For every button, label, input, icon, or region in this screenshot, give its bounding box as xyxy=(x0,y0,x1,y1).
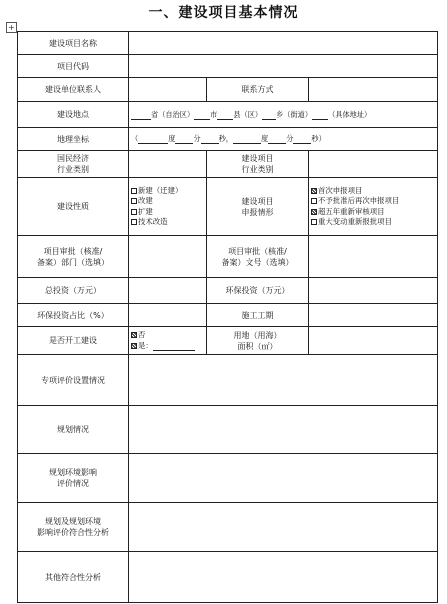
nature-option-label: 改建 xyxy=(138,196,153,205)
nature-option-label: 扩建 xyxy=(138,206,153,216)
started-options xyxy=(129,327,207,355)
project-name-field[interactable] xyxy=(129,32,438,55)
coord-min: 分 xyxy=(193,134,201,143)
label-land-area-line1: 用地（用海） xyxy=(233,330,282,340)
label-project-industry xyxy=(207,151,309,178)
checkbox-icon[interactable] xyxy=(131,198,137,204)
table-row xyxy=(18,151,438,178)
lon-sec-blank[interactable] xyxy=(201,136,219,144)
label-planning-eia-line1: 规划环境影响 xyxy=(49,468,97,477)
label-coordinates: 地理坐标 xyxy=(18,128,129,151)
label-env-ratio: 环保投资占比（%） xyxy=(18,304,129,327)
table-row xyxy=(18,178,438,236)
label-approval-doc xyxy=(207,236,309,278)
table-row xyxy=(18,128,438,151)
checkbox-icon[interactable] xyxy=(311,188,317,194)
page-title: 一、建设项目基本情况 xyxy=(148,5,299,21)
label-industry-line1: 国民经济 xyxy=(57,154,89,163)
checkbox-icon[interactable] xyxy=(131,188,137,194)
label-approval-dept-line2: 备案）部门（选填） xyxy=(37,257,109,267)
construction-period-field[interactable] xyxy=(309,304,438,327)
label-declare-line2: 申报情形 xyxy=(241,207,274,217)
label-approval-doc-line1: 项目审批（核准/ xyxy=(228,246,287,256)
declare-option-label: 不予批准后再次申报项目 xyxy=(318,196,400,205)
nature-option[interactable] xyxy=(131,186,204,197)
started-option-label: 是： xyxy=(138,340,153,350)
nature-option[interactable] xyxy=(131,207,204,218)
label-location: 建设地点 xyxy=(18,102,129,128)
started-option[interactable] xyxy=(131,341,204,352)
planning-eia-field[interactable] xyxy=(129,454,438,503)
approval-dept-field[interactable] xyxy=(129,236,207,278)
label-project-industry-line1: 建设项目 xyxy=(241,154,274,163)
lat-sec-blank[interactable] xyxy=(293,136,311,144)
lat-min-blank[interactable] xyxy=(268,136,286,144)
label-other-conform: 其他符合性分析 xyxy=(18,552,129,603)
started-fill-line[interactable] xyxy=(153,343,195,351)
address-text: （具体地址） xyxy=(328,109,372,119)
declare-option-label: 首次申报项目 xyxy=(318,185,363,195)
env-invest-field[interactable] xyxy=(309,278,438,304)
label-declare xyxy=(207,178,309,236)
label-started: 是否开工建设 xyxy=(18,327,129,355)
city-blank[interactable] xyxy=(194,112,210,120)
label-industry xyxy=(18,151,129,178)
declare-option[interactable] xyxy=(311,196,435,207)
table-row xyxy=(18,102,438,128)
label-approval-doc-line2: 备案）文号（选填） xyxy=(221,257,294,267)
planning-conform-field[interactable] xyxy=(129,503,438,552)
checkbox-icon[interactable] xyxy=(311,209,317,215)
address-blank[interactable] xyxy=(312,112,328,120)
lon-min-blank[interactable] xyxy=(175,136,193,144)
coord-sec-2: 秒） xyxy=(311,134,326,143)
contact-field[interactable] xyxy=(129,78,207,102)
approval-doc-field[interactable] xyxy=(309,236,438,278)
planning-field[interactable] xyxy=(129,406,438,454)
checkbox-icon[interactable] xyxy=(131,209,137,215)
coordinates-field[interactable] xyxy=(129,128,438,151)
table-row xyxy=(18,355,438,406)
label-declare-line1: 建设项目 xyxy=(241,196,274,206)
table-row xyxy=(18,454,438,503)
label-total-invest: 总投资（万元） xyxy=(18,278,129,304)
label-project-name: 建设项目名称 xyxy=(18,32,129,55)
checkbox-icon[interactable] xyxy=(131,332,137,338)
label-land-area-line2: 面积（㎡） xyxy=(237,341,278,351)
nature-option[interactable] xyxy=(131,217,204,228)
coord-deg: 度 xyxy=(168,134,176,143)
coord-open: （ xyxy=(131,134,139,143)
started-option-label: 否 xyxy=(138,330,146,339)
total-invest-field[interactable] xyxy=(129,278,207,304)
land-area-field[interactable] xyxy=(309,327,438,355)
nature-option[interactable] xyxy=(131,196,204,207)
county-text: 县（区） xyxy=(233,109,263,119)
industry-field[interactable] xyxy=(129,151,207,178)
label-planning-conform xyxy=(18,503,129,552)
township-blank[interactable] xyxy=(262,112,276,120)
table-row xyxy=(18,552,438,603)
declare-options xyxy=(309,178,438,236)
special-eval-field[interactable] xyxy=(129,355,438,406)
label-special-eval: 专项评价设置情况 xyxy=(18,355,129,406)
nature-option-label: 技术改造 xyxy=(138,217,168,226)
label-construction-period: 施工工期 xyxy=(207,304,309,327)
label-industry-line2: 行业类别 xyxy=(57,165,89,174)
lon-deg-blank[interactable] xyxy=(138,136,168,144)
project-industry-field[interactable] xyxy=(309,151,438,178)
label-planning-conform-line2: 影响评价符合性分析 xyxy=(37,528,109,537)
label-planning-eia-line2: 评价情况 xyxy=(57,479,89,488)
nature-options xyxy=(129,178,207,236)
label-contact-method: 联系方式 xyxy=(207,78,309,102)
env-ratio-field[interactable] xyxy=(129,304,207,327)
checkbox-icon[interactable] xyxy=(311,219,317,225)
other-conform-field[interactable] xyxy=(129,552,438,603)
checkbox-icon[interactable] xyxy=(131,343,137,349)
label-project-industry-line2: 行业类别 xyxy=(241,165,274,174)
nature-option-label: 新建（迁建） xyxy=(138,185,183,195)
label-planning-conform-line1: 规划及规划环境 xyxy=(45,517,101,526)
label-land-area xyxy=(207,327,309,355)
label-planning: 规划情况 xyxy=(18,406,129,454)
city-text: 市 xyxy=(210,109,218,119)
declare-option[interactable] xyxy=(311,217,435,228)
table-row xyxy=(18,32,438,55)
checkbox-icon[interactable] xyxy=(131,219,137,225)
table-row xyxy=(18,236,438,278)
coord-deg-2: 度 xyxy=(261,134,269,143)
label-planning-eia xyxy=(18,454,129,503)
checkbox-icon[interactable] xyxy=(311,198,317,204)
location-field[interactable] xyxy=(129,102,438,128)
declare-option-label: 超五年重新审核项目 xyxy=(318,206,385,216)
table-row xyxy=(18,406,438,454)
lat-deg-blank[interactable] xyxy=(233,136,261,144)
table-row xyxy=(18,78,438,102)
table-row xyxy=(18,503,438,552)
table-move-handle-icon[interactable]: + xyxy=(6,22,17,33)
table-row xyxy=(18,304,438,327)
table-row xyxy=(18,278,438,304)
label-nature: 建设性质 xyxy=(18,178,129,236)
label-approval-dept-line1: 项目审批（核准/ xyxy=(43,246,103,256)
project-info-table xyxy=(17,31,438,603)
coord-min-2: 分 xyxy=(286,134,294,143)
township-text: 乡（街道） xyxy=(276,109,313,119)
table-row xyxy=(18,327,438,355)
project-code-field[interactable] xyxy=(129,55,438,78)
contact-method-field[interactable] xyxy=(309,78,438,102)
declare-option[interactable] xyxy=(311,186,435,197)
started-option[interactable] xyxy=(131,330,204,341)
label-project-code: 项目代码 xyxy=(18,55,129,78)
province-text: 省（自治区） xyxy=(151,109,195,119)
label-contact: 建设单位联系人 xyxy=(18,78,129,102)
declare-option[interactable] xyxy=(311,207,435,218)
county-blank[interactable] xyxy=(217,112,233,120)
label-approval-dept xyxy=(18,236,129,278)
declare-option-label: 重大变动重新报批项目 xyxy=(318,217,392,226)
label-env-invest: 环保投资（万元） xyxy=(207,278,309,304)
province-blank[interactable] xyxy=(131,112,151,120)
table-row xyxy=(18,55,438,78)
coord-sec: 秒， xyxy=(218,134,233,143)
